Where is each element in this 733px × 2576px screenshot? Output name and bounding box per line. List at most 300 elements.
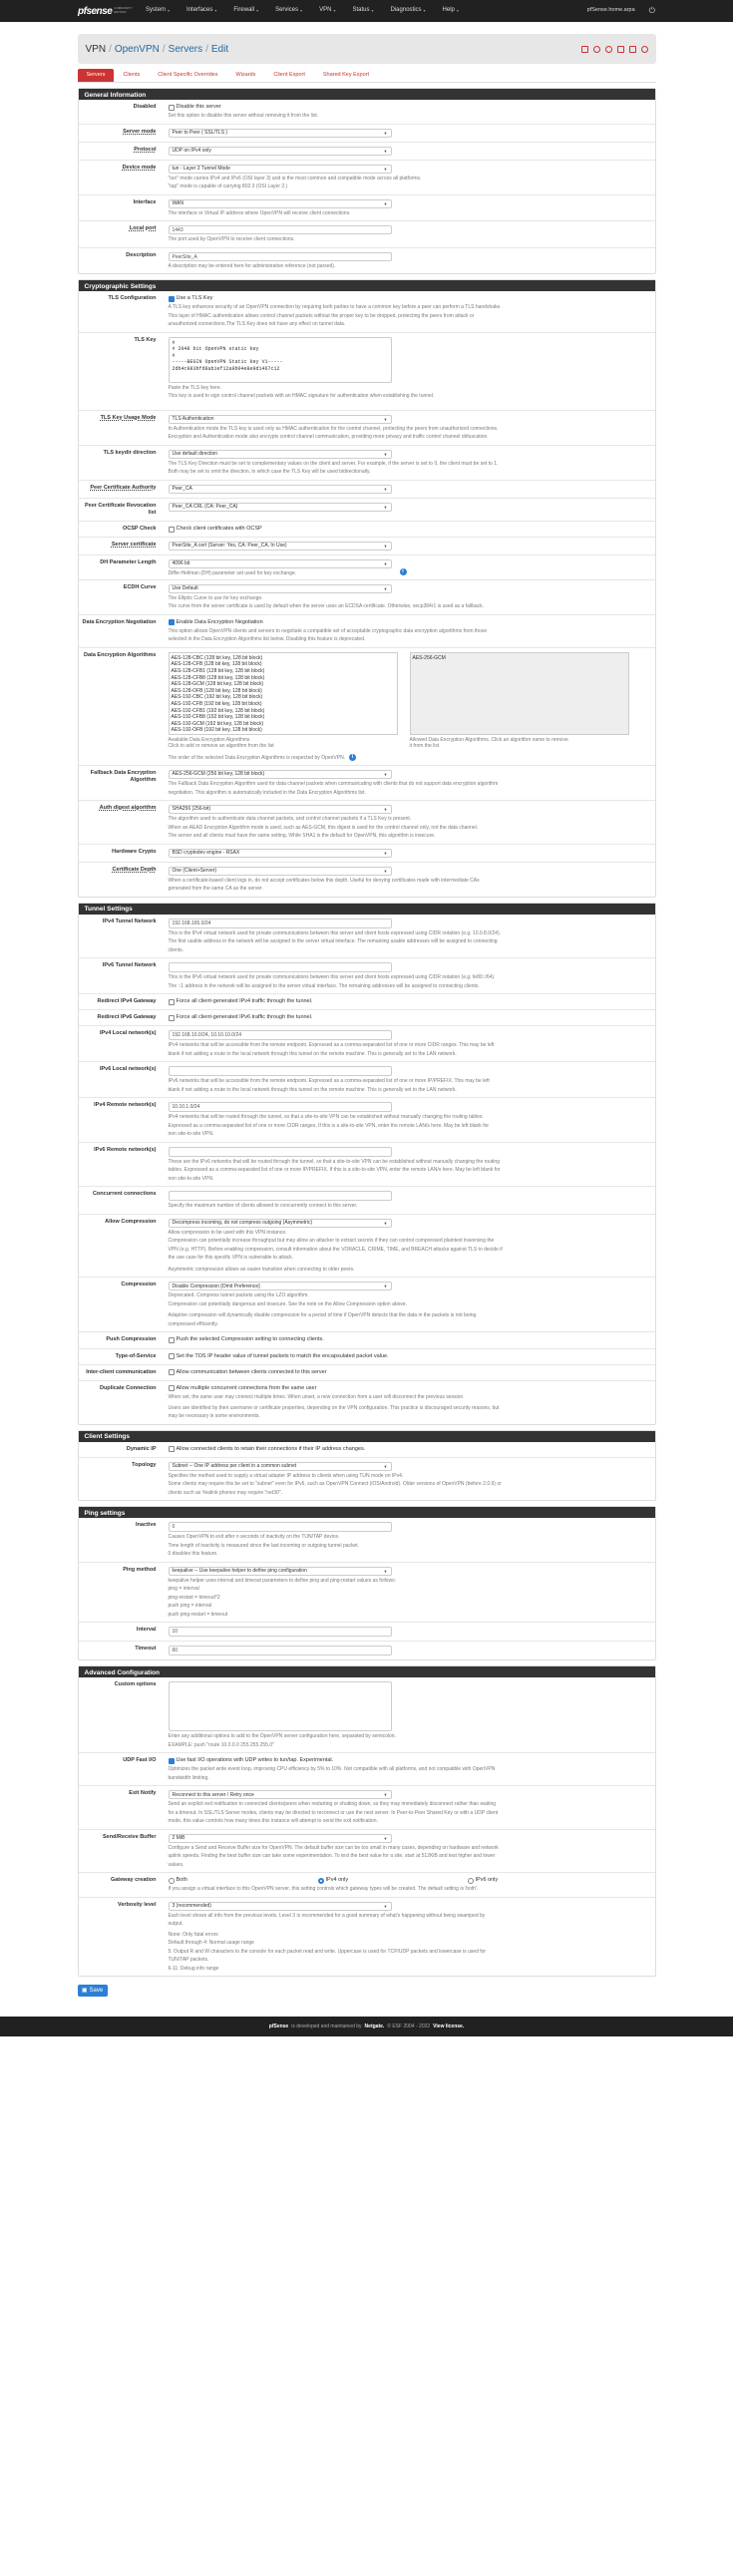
row-hw xyxy=(79,844,655,862)
row-custom xyxy=(79,1677,655,1752)
algorithm-option[interactable]: AES-128-CFB1 (128 bit key, 128 bit block) xyxy=(171,668,265,675)
logout-icon[interactable]: ⏻ xyxy=(648,5,655,15)
brand-name: pfsense xyxy=(78,5,113,17)
list-caption: Allowed Data Encryption Algorithms. Click an algorithm name to remove xyxy=(409,736,568,743)
checkbox-label: Allow multiple concurrent connections from the same user xyxy=(176,1384,317,1391)
panel-crypto xyxy=(78,279,656,898)
breadcrumb-openvpn[interactable]: OpenVPN xyxy=(114,43,160,55)
select-value: 4096 bit xyxy=(172,560,190,567)
interval-input[interactable]: 10 xyxy=(169,1627,392,1637)
field-label: Inter-client communication xyxy=(86,1368,157,1375)
checkbox-label: Force all client-generated IPv4 traffic through the tunnel. xyxy=(176,998,313,1005)
nav-item[interactable] xyxy=(443,7,459,15)
help-text: When an AEAD Encryption Algorithm mode is used, such as AES-GCM, this digest is used for the control channel only, not the data channel. xyxy=(168,824,479,831)
field-label: Allow Compression xyxy=(105,1218,157,1225)
help-text: The order of the selected Data Encryption Algorithms is respected by OpenVPN. xyxy=(168,754,346,761)
tab[interactable]: Client Export xyxy=(273,71,305,78)
row-v6local xyxy=(79,1061,655,1097)
protocol-select[interactable] xyxy=(169,147,392,156)
tos-checkbox-line[interactable] xyxy=(169,1353,643,1360)
chevron-down-icon: ▼ xyxy=(383,850,388,856)
algorithm-option[interactable]: AES-192-CFB (192 bit key, 128 bit block) xyxy=(171,701,262,707)
chevron-down-icon: ▼ xyxy=(383,1903,388,1909)
v6remote-input[interactable] xyxy=(169,1147,392,1157)
help-text: Each level shows all info from the previous levels. Level 3 is recommended for a good summary of what's happening without being swamped by xyxy=(168,1912,486,1919)
info-icon[interactable]: i xyxy=(349,754,356,761)
disabled-checkbox-line[interactable] xyxy=(169,104,643,111)
nav-item-label: System xyxy=(146,7,167,14)
field-label: Local port xyxy=(129,225,157,232)
row-gw xyxy=(79,1872,655,1897)
radio-button[interactable] xyxy=(169,1878,175,1884)
nav-item[interactable] xyxy=(391,7,426,15)
help-text: Both may be set to omit the direction, in which case the TLS Key will be used bidirectionally. xyxy=(168,469,371,476)
checkbox-label: Allow communication between clients connected to this server xyxy=(176,1368,327,1375)
chevron-down-icon: ▼ xyxy=(383,166,388,172)
help-text: Time length of inactivity is measured since the last incoming or outgoing tunnel packet. xyxy=(168,1542,360,1549)
pfsense-logo[interactable] xyxy=(78,3,133,19)
field-label: TLS Key xyxy=(134,336,157,343)
tls_conf-checkbox[interactable] xyxy=(169,296,175,302)
chevron-down-icon: ▼ xyxy=(383,200,388,206)
help-text: 0 disables this feature. xyxy=(168,1551,218,1558)
chevron-down-icon: ▼ xyxy=(383,1463,388,1469)
footer-copyright: © ESF 2004 - 2022 xyxy=(387,2024,431,2030)
tls_mode-select[interactable] xyxy=(169,415,392,424)
server_mode-select[interactable] xyxy=(169,129,392,138)
row-port xyxy=(79,220,655,247)
push-checkbox-line[interactable] xyxy=(169,1336,643,1343)
footer-netgate-link[interactable]: Netgate. xyxy=(364,2024,385,2030)
conc-input[interactable] xyxy=(169,1191,392,1201)
help-text: These are the IPv6 networks that will be routed through the tunnel, so that a site-to-site VPN can be established without manually changing the routing xyxy=(168,1158,500,1165)
chevron-down-icon: ▼ xyxy=(383,486,388,492)
help-text: Some clients may require this be set to "subnet" even for IPv6, such as OpenVPN Connect (iOS/Android). Older versions of OpenVPN (before 2.0.9) or xyxy=(168,1481,502,1488)
field-label: Data Encryption Negotiation xyxy=(82,618,157,625)
panel-heading: Ping settings xyxy=(79,1507,655,1518)
algorithm-option[interactable]: AES-128-CBC (128 bit key, 128 bit block) xyxy=(171,654,263,661)
field-label: Interval xyxy=(136,1627,157,1634)
row-tls_key xyxy=(79,332,655,410)
custom-options-textarea[interactable] xyxy=(169,1681,392,1731)
field-label: UDP Fast I/O xyxy=(123,1757,157,1764)
select-value: Peer_CA xyxy=(172,486,192,493)
algorithm-option[interactable]: AES-128-CFB (128 bit key, 128 bit block) xyxy=(171,661,262,668)
algorithm-option[interactable]: AES-192-OFB (192 bit key, 128 bit block) xyxy=(171,727,262,734)
checkbox-label: Use fast I/O operations with UDP writes to tun/tap. Experimental. xyxy=(176,1757,334,1764)
field-label: Dynamic IP xyxy=(126,1445,157,1452)
ic-checkbox[interactable] xyxy=(169,1369,175,1375)
udp-checkbox-line[interactable] xyxy=(169,1757,643,1764)
row-udp xyxy=(79,1752,655,1785)
top-navbar xyxy=(0,0,733,22)
field-label: Fallback Data Encryption Algorithm xyxy=(90,770,157,784)
nav-item-label: Diagnostics xyxy=(390,7,422,14)
checkbox-label: Force all client-generated IPv6 traffic through the tunnel. xyxy=(176,1014,313,1021)
field-label: IPv4 Local network(s) xyxy=(99,1030,157,1037)
verb-select[interactable] xyxy=(169,1902,392,1911)
tab[interactable]: Client Specific Overrides xyxy=(158,71,218,78)
dcn-checkbox[interactable] xyxy=(169,619,175,625)
v4local-input[interactable]: 192.168.10.0/24, 10.10.10.0/24 xyxy=(169,1030,392,1040)
field-label: Redirect IPv4 Gateway xyxy=(97,998,157,1005)
field-label: Inactive xyxy=(136,1522,157,1529)
field-label: IPv4 Remote network(s) xyxy=(94,1102,157,1109)
help-text: selected in the Data Encryption Algorithms list below. Disabling this feature is deprecated. xyxy=(168,636,366,643)
algorithm-option[interactable]: AES-192-CBC (192 bit key, 128 bit block) xyxy=(171,694,263,701)
caret-down-icon: ▾ xyxy=(456,8,459,14)
help-text: Expressed as a comma-separated list of one or more CIDR ranges. If this is a site-to-site VPN, enter the remote LAN/s here. May be left blank for xyxy=(168,1122,490,1129)
checkbox-label: Push the selected Compression setting to connecting clients. xyxy=(176,1336,324,1343)
help-text: Adaptive compression will dynamically disable compression for a period of time if OpenVPN detects that the data in the packets is not being xyxy=(168,1312,477,1319)
select-value: UDP on IPv4 only xyxy=(172,147,211,154)
chevron-down-icon: ▼ xyxy=(383,504,388,510)
select-value: PeerSite_A cert (Server: Yes, CA: Peer_CA, In Use) xyxy=(172,543,287,550)
row-acomp xyxy=(79,1214,655,1278)
topo-select[interactable] xyxy=(169,1462,392,1471)
gateway-radio-option[interactable] xyxy=(318,1877,468,1884)
caret-down-icon: ▾ xyxy=(256,8,259,14)
v4net-input[interactable]: 192.168.165.0/24 xyxy=(169,919,392,928)
comp-select[interactable] xyxy=(169,1282,392,1290)
ecdh-select[interactable] xyxy=(169,584,392,593)
dynip-checkbox[interactable] xyxy=(169,1446,175,1452)
field-label: Peer Certificate Revocation list xyxy=(84,502,157,516)
select-value: Subnet -- One IP address per client in a common subnet xyxy=(172,1462,297,1469)
peer_ca-select[interactable] xyxy=(169,485,392,494)
inactive-input[interactable]: 0 xyxy=(169,1522,392,1532)
row-tls_dir xyxy=(79,445,655,480)
nav-item[interactable] xyxy=(319,7,335,15)
caret-down-icon: ▾ xyxy=(214,8,217,14)
nav-item-label: Firewall xyxy=(233,7,255,14)
row-tls_conf xyxy=(79,291,655,332)
row-topo xyxy=(79,1457,655,1501)
dup-checkbox-line[interactable] xyxy=(169,1385,643,1392)
algorithm-option[interactable]: AES-192-GCM (192 bit key, 128 bit block) xyxy=(171,720,264,727)
help-text: Deprecated. Compress tunnel packets using the LZO algorithm. xyxy=(168,1292,309,1299)
algorithm-option[interactable]: AES-192-CFB8 (192 bit key, 128 bit block) xyxy=(171,714,265,721)
row-verb xyxy=(79,1897,655,1977)
radio-button[interactable] xyxy=(468,1878,474,1884)
stop-service-icon[interactable] xyxy=(593,46,600,53)
field-label: Peer Certificate Authority xyxy=(90,484,157,491)
page-title: VPN / OpenVPN / Servers / Edit xyxy=(85,43,229,55)
checkbox-label: Allow connected clients to retain their connections if their IP address changes. xyxy=(176,1445,366,1452)
help-text: A description may be entered here for administrative reference (not parsed). xyxy=(168,262,336,269)
row-crl xyxy=(79,498,655,521)
field-label: DH Parameter Length xyxy=(100,559,157,566)
udp-checkbox[interactable] xyxy=(169,1758,175,1764)
tos-checkbox[interactable] xyxy=(169,1353,175,1359)
field-label: Exit Notify xyxy=(129,1790,157,1797)
available-algorithms-list[interactable] xyxy=(169,652,398,735)
push-checkbox[interactable] xyxy=(169,1337,175,1343)
restart-service-icon[interactable] xyxy=(605,46,612,53)
algorithm-option[interactable]: AES-128-GCM (128 bit key, 128 bit block) xyxy=(171,681,264,688)
breadcrumb xyxy=(78,34,656,64)
row-desc xyxy=(79,247,655,274)
select-value: TLS Authentication xyxy=(172,416,214,423)
field-label: Compression xyxy=(121,1282,157,1288)
field-label: Timeout xyxy=(135,1646,157,1653)
breadcrumb-servers[interactable]: Servers xyxy=(168,43,203,55)
row-conc xyxy=(79,1186,655,1214)
help-text: blank if not adding a route to the local network through this tunnel on the remote machine. This is generally set to the LAN network. xyxy=(168,1086,457,1093)
panel-advanced xyxy=(78,1665,656,1977)
row-comp xyxy=(79,1277,655,1331)
chevron-down-icon: ▼ xyxy=(383,148,388,154)
help-text: None: Only fatal errors xyxy=(168,1931,218,1938)
rgw6-checkbox[interactable] xyxy=(169,1015,175,1021)
acomp-select[interactable] xyxy=(169,1219,392,1228)
help-text: ping = interval xyxy=(168,1586,199,1593)
help-text: Set this option to disable this server without removing it from the list. xyxy=(168,113,319,120)
radio-label: Both xyxy=(176,1877,187,1884)
hw-select[interactable] xyxy=(169,849,392,858)
caret-down-icon: ▾ xyxy=(168,8,171,14)
disabled-checkbox[interactable] xyxy=(169,105,175,111)
chevron-down-icon: ▼ xyxy=(383,772,388,778)
algorithm-option[interactable]: AES-256-GCM xyxy=(412,654,446,661)
field-label: Disabled xyxy=(133,104,157,110)
algorithm-option[interactable]: AES-192-CFB1 (192 bit key, 128 bit block) xyxy=(171,707,265,714)
footer-brand: pfSense xyxy=(268,2024,289,2030)
rgw6-checkbox-line[interactable] xyxy=(169,1014,643,1021)
select-value: BSD cryptodev engine - RSAX xyxy=(172,849,240,856)
port-input[interactable]: 1443 xyxy=(169,225,392,234)
field-label: Topology xyxy=(132,1461,157,1468)
buf-select[interactable] xyxy=(169,1834,392,1843)
chevron-down-icon: ▼ xyxy=(383,561,388,567)
select-value: Disable Compression [Omit Preference] xyxy=(172,1283,260,1289)
help-text: The first usable address in the network will be assigned to the server virtual interface. The remaining usable addresses will be assigned to connecting xyxy=(168,938,498,945)
help-text: Default through 4: Normal usage range xyxy=(168,1940,254,1947)
row-dea xyxy=(79,647,655,765)
select-value: keepalive -- Use keepalive helper to define ping configuration xyxy=(172,1567,307,1574)
nav-item[interactable] xyxy=(233,7,258,15)
panel-client xyxy=(78,1430,656,1502)
algorithm-option[interactable]: AES-128-OFB (128 bit key, 128 bit block) xyxy=(171,687,262,694)
field-label: Duplicate Connection xyxy=(99,1384,157,1391)
chevron-down-icon: ▼ xyxy=(383,1284,388,1289)
help-text: The TLS Key Direction must be set to complementary values on the client and server. For example, if the server is set to 0, the client must be set to 1. xyxy=(168,460,499,467)
tab[interactable]: Wizards xyxy=(235,71,256,78)
tls-key-line: # xyxy=(172,339,176,346)
row-peer_ca xyxy=(79,480,655,498)
crl-select[interactable] xyxy=(169,503,392,512)
tls-key-line: 2db4c983bfd8ab1ef12a9b04e8e9d1467c12 xyxy=(172,365,280,372)
tls_conf-checkbox-line[interactable] xyxy=(169,295,643,302)
row-rgw6 xyxy=(79,1009,655,1025)
ic-checkbox-line[interactable] xyxy=(169,1369,643,1376)
help-text: The ::1 address in the network will be assigned to the server virtual interface. The remaining addresses will be assigned to connecting clients. xyxy=(168,982,480,989)
fb-select[interactable] xyxy=(169,770,392,779)
breadcrumb-edit[interactable]: Edit xyxy=(210,43,229,55)
exit-select[interactable] xyxy=(169,1790,392,1799)
row-dh xyxy=(79,554,655,579)
rgw4-checkbox-line[interactable] xyxy=(169,998,643,1005)
allowed-algorithms-list[interactable] xyxy=(410,652,629,735)
desc-input[interactable]: PeerSite_A xyxy=(169,252,392,261)
row-interval xyxy=(79,1622,655,1641)
help-text: Paste the TLS key here. xyxy=(168,384,222,391)
field-label: TLS keydir direction xyxy=(103,449,157,456)
help-text: Allow compression to be used with this VPN instance. xyxy=(168,1229,287,1236)
tls-key-line: -----BEGIN OpenVPN Static key V1----- xyxy=(172,359,283,366)
field-label: Server mode xyxy=(123,128,157,135)
help-text: EXAMPLE: push "route 10.0.0.0 255.255.255.0" xyxy=(168,1741,274,1748)
dup-checkbox[interactable] xyxy=(169,1385,175,1391)
chevron-down-icon: ▼ xyxy=(383,1220,388,1226)
help-text: This layer of HMAC authentication allows control channel packets without the proper key to be dropped, protecting the peers from attack or xyxy=(168,312,475,319)
dcn-checkbox-line[interactable] xyxy=(169,619,643,626)
save-button[interactable] xyxy=(78,1985,108,1997)
help-text: VPN (e.g. HTTP). Before enabling compression, consult information about the VORACLE, CRIME, TIME, and BREACH attacks against TLS to decide if xyxy=(168,1246,503,1253)
row-tos xyxy=(79,1348,655,1364)
nav-menu xyxy=(146,7,579,15)
tab[interactable]: Shared Key Export xyxy=(322,71,370,78)
help-text: may be necessary in some environments. xyxy=(168,1413,260,1420)
help-text: output. xyxy=(168,1921,183,1928)
v4remote-input[interactable]: 10.10.1.0/24 xyxy=(169,1102,392,1112)
footer-license-link[interactable]: View license. xyxy=(433,2024,465,2030)
panel-heading: Advanced Configuration xyxy=(79,1666,655,1677)
chevron-down-icon: ▼ xyxy=(383,1568,388,1574)
gateway-radio-option[interactable] xyxy=(169,1877,318,1884)
help-text: Causes OpenVPN to exit after n seconds of inactivity on the TUN/TAP device. xyxy=(168,1534,340,1541)
caret-down-icon: ▾ xyxy=(333,8,336,14)
help-text: clients. xyxy=(168,946,184,953)
nav-item[interactable] xyxy=(146,7,170,15)
algorithm-option[interactable]: AES-128-CFB8 (128 bit key, 128 bit block) xyxy=(171,674,265,681)
help-text: the use case for this specific VPN is vulnerable to attack. xyxy=(168,1255,294,1262)
help-text: This is the IPv6 virtual network used for private communications between this server and client hosts expressed using CIDR notation (e.g. fe80::/64). xyxy=(168,974,496,981)
chevron-down-icon: ▼ xyxy=(383,1792,388,1798)
nav-item-label: Services xyxy=(275,7,299,14)
help-text: "tun" mode carries IPv4 and IPv6 (OSI layer 3) and is the most common and compatible mode across all platforms. xyxy=(168,175,422,182)
field-label: Device mode xyxy=(122,164,157,171)
log-icon[interactable] xyxy=(629,46,636,53)
tls_dir-select[interactable] xyxy=(169,450,392,459)
checkbox-label: Set the TOS IP header value of tunnel packets to match the encapsulated packet value. xyxy=(176,1352,389,1359)
caret-down-icon: ▾ xyxy=(423,8,426,14)
select-value: tun - Layer 3 Tunnel Mode xyxy=(172,165,230,172)
timeout-input[interactable]: 60 xyxy=(169,1646,392,1656)
help-text: This is the IPv4 virtual network used for private communications between this server and client hosts expressed using CIDR notation (e.g. 10.0.8.0/24). xyxy=(168,929,501,936)
tls-key-textarea[interactable] xyxy=(169,337,392,383)
radio-button[interactable] xyxy=(318,1878,324,1884)
row-ic xyxy=(79,1364,655,1380)
field-label: Custom options xyxy=(114,1681,157,1688)
help-text: In Authentication mode the TLS key is used only as HMAC authentication for the control channel, protecting the peers from unauthorized connections. xyxy=(168,425,499,432)
checkbox-label: Enable Data Encryption Negotiation xyxy=(176,618,263,625)
row-v4local xyxy=(79,1025,655,1061)
select-value: SHA256 (256-bit) xyxy=(172,806,211,813)
gateway-radio-option[interactable] xyxy=(468,1877,617,1884)
select-value: One (Client+Server) xyxy=(172,867,217,874)
row-buf xyxy=(79,1829,655,1873)
help-text: Enter any additional options to add to the OpenVPN server configuration here, separated by semicolon. xyxy=(168,1733,396,1740)
checkbox-label: Check client certificates with OCSP xyxy=(176,526,262,533)
rgw4-checkbox[interactable] xyxy=(169,999,175,1005)
help-text: ping-restart = timeout*2 xyxy=(168,1594,220,1601)
help-text: blank if not adding a route to the local network through this tunnel on the remote machine. This is generally set to the LAN network. xyxy=(168,1050,457,1057)
status-icon[interactable] xyxy=(581,46,588,53)
v6local-input[interactable] xyxy=(169,1066,392,1076)
help-text: 6-11: Debug info range xyxy=(168,1965,219,1972)
help-text: IPv6 networks that will be accessible from the remote endpoint. Expressed as a comma-separated list of one or more IP/PREFIX. This may be left xyxy=(168,1078,490,1085)
field-label: Gateway creation xyxy=(110,1877,157,1884)
help-text: Send an explicit exit notification to connected clients/peers when restarting or shutting down, so they may immediately disconnect rather than waiting xyxy=(168,1801,497,1808)
nav-item[interactable] xyxy=(352,7,373,15)
checkbox-label: Use a TLS Key xyxy=(176,295,213,302)
chevron-down-icon: ▼ xyxy=(383,130,388,136)
tab[interactable]: Clients xyxy=(123,71,141,78)
field-label: IPv6 Remote network(s) xyxy=(94,1146,157,1153)
help-text: This key is used to sign control channel packets with an HMAC signature for authentication when establishing the tunnel. xyxy=(168,393,435,400)
ocsp-checkbox[interactable] xyxy=(169,527,175,533)
auth-select[interactable] xyxy=(169,805,392,814)
nav-item[interactable] xyxy=(275,7,302,15)
cert-select[interactable] xyxy=(169,542,392,551)
dynip-checkbox-line[interactable] xyxy=(169,1446,643,1453)
row-dynip xyxy=(79,1442,655,1457)
select-value: Use default direction xyxy=(172,451,218,458)
row-dup xyxy=(79,1380,655,1424)
depth-select[interactable] xyxy=(169,867,392,876)
field-label: Protocol xyxy=(134,146,157,153)
help-icon[interactable] xyxy=(641,46,648,53)
field-label: OCSP Check xyxy=(122,526,157,533)
row-tls_mode xyxy=(79,410,655,445)
dh-select[interactable] xyxy=(169,559,392,568)
list-caption: it from the list xyxy=(409,743,440,750)
row-method xyxy=(79,1562,655,1623)
help-text: Users are identified by their username or certificate properties, depending on the VPN configuration. This practice is discouraged security reasons, but xyxy=(168,1404,500,1411)
list-caption: Click to add or remove an algorithm from the list xyxy=(168,743,274,750)
info-icon[interactable]: i xyxy=(400,568,407,575)
row-v4net xyxy=(79,915,655,958)
breadcrumb-vpn: VPN xyxy=(85,43,107,55)
tab[interactable]: Servers xyxy=(78,69,115,82)
v6net-input[interactable] xyxy=(169,962,392,972)
help-text: Diffie-Hellman (DH) parameter set used for key exchange. xyxy=(168,570,297,577)
row-interface xyxy=(79,194,655,221)
row-exit xyxy=(79,1785,655,1829)
help-text: mode, this value controls how many times this instance will attempt to send the exit notification. xyxy=(168,1818,378,1825)
chevron-down-icon: ▼ xyxy=(383,585,388,591)
interface-select[interactable] xyxy=(169,199,392,208)
select-value: WAN xyxy=(172,199,183,206)
nav-item[interactable] xyxy=(186,7,216,15)
help-text: negotiation. This algorithm is automatically included in the Data Encryption Algorithms list. xyxy=(168,789,366,796)
tls-key-line: # 2048 bit OpenVPN static key xyxy=(172,346,259,353)
method-select[interactable] xyxy=(169,1567,392,1576)
row-timeout xyxy=(79,1641,655,1659)
field-label: Concurrent connections xyxy=(92,1191,157,1198)
ocsp-checkbox-line[interactable] xyxy=(169,526,643,533)
help-text: unauthorized connections.The TLS Key does not have any effect on tunnel data. xyxy=(168,321,346,328)
checkbox-label: Disable this server xyxy=(176,104,221,110)
help-text: compressed efficiently. xyxy=(168,1320,218,1327)
field-label: Data Encryption Algorithms xyxy=(83,651,157,658)
chart-icon[interactable] xyxy=(617,46,624,53)
help-text: tables. Expressed as a comma-separated list of one or more IP/PREFIX. If this is a site-to-site VPN, enter the remote LAN/s here. May be left blank for xyxy=(168,1167,501,1174)
device_mode-select[interactable] xyxy=(169,165,392,174)
row-protocol xyxy=(79,142,655,160)
panel-heading: Tunnel Settings xyxy=(79,904,655,915)
